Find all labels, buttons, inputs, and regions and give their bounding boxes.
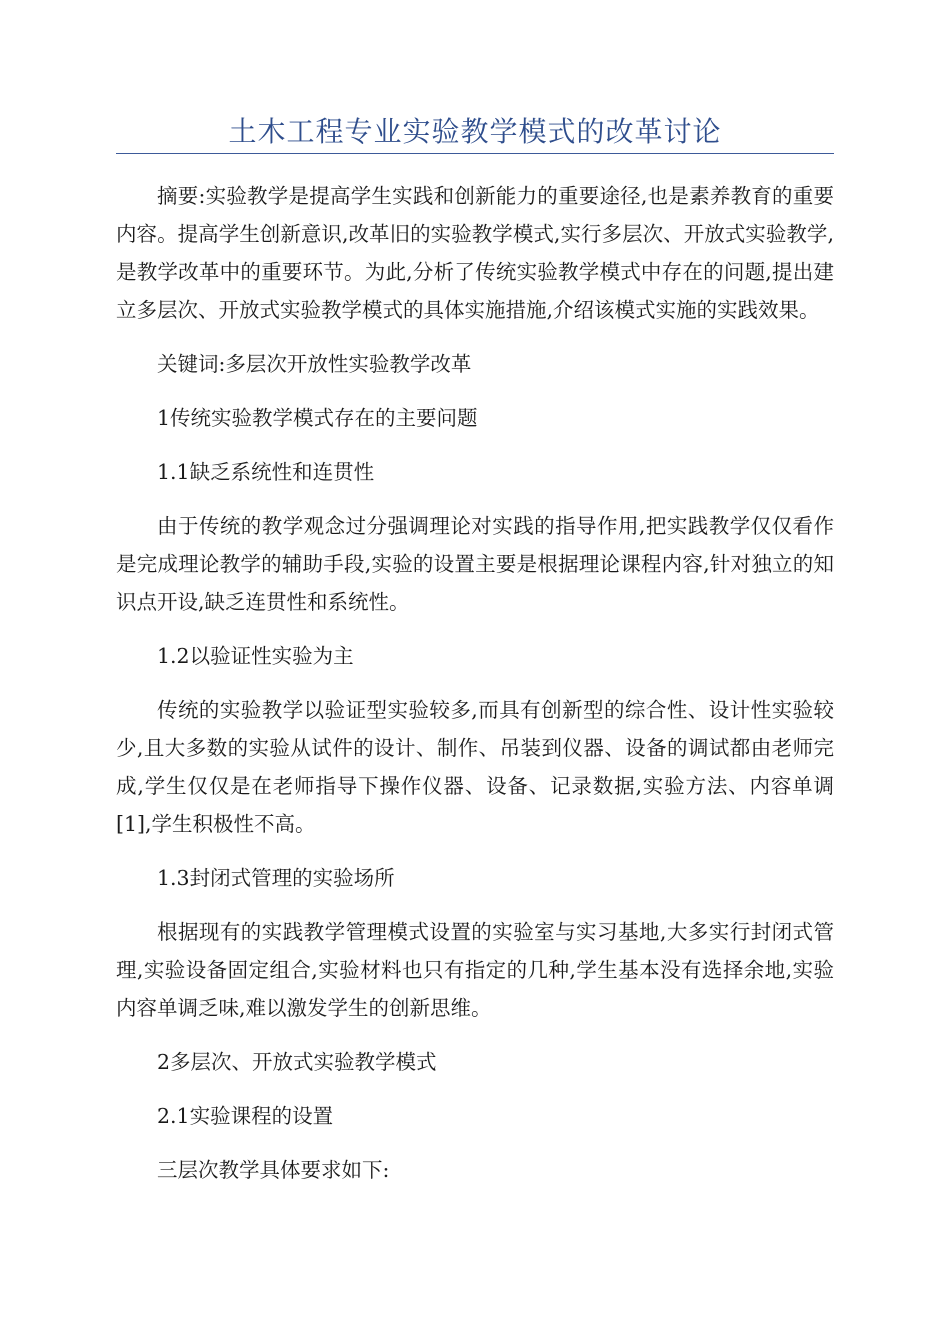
section-2-1-body: 三层次教学具体要求如下:	[157, 1158, 390, 1182]
section-2-1-heading: 2.1实验课程的设置	[157, 1104, 334, 1128]
section-1-1-heading: 1.1缺乏系统性和连贯性	[157, 460, 375, 484]
document-body	[116, 177, 834, 1189]
keywords-line: 关键词:多层次开放性实验教学改革	[157, 352, 472, 376]
section-1-3-body: 根据现有的实践教学管理模式设置的实验室与实习基地,大多实行封闭式管理,实验设备固定组合,实验材料也只有指定的几种,学生基本没有选择余地,实验内容单调乏味,难以激发学生的创新思维。	[116, 920, 834, 1020]
section-2-heading: 2多层次、开放式实验教学模式	[157, 1050, 437, 1074]
section-1-2-body: 传统的实验教学以验证型实验较多,而具有创新型的综合性、设计性实验较少,且大多数的实验从试件的设计、制作、吊装到仪器、设备的调试都由老师完成,学生仅仅是在老师指导下操作仪器、设备、记录数据,实验方法、内容单调[1],学生积极性不高。	[116, 698, 834, 836]
section-1-1-body: 由于传统的教学观念过分强调理论对实践的指导作用,把实践教学仅仅看作是完成理论教学的辅助手段,实验的设置主要是根据理论课程内容,针对独立的知识点开设,缺乏连贯性和系统性。	[116, 514, 834, 614]
section-1-3-heading: 1.3封闭式管理的实验场所	[157, 866, 395, 890]
title-underline	[116, 153, 834, 154]
section-1-2-heading: 1.2以验证性实验为主	[157, 644, 354, 668]
section-1-heading: 1传统实验教学模式存在的主要问题	[157, 406, 478, 430]
document-title: 土木工程专业实验教学模式的改革讨论	[228, 115, 722, 148]
abstract-paragraph: 摘要:实验教学是提高学生实践和创新能力的重要途径,也是素养教育的重要内容。提高学生创新意识,改革旧的实验教学模式,实行多层次、开放式实验教学,是教学改革中的重要环节。为此,分析了传统实验教学模式中存在的问题,提出建立多层次、开放式实验教学模式的具体实施措施,介绍该模式实施的实践效果。	[116, 184, 834, 322]
